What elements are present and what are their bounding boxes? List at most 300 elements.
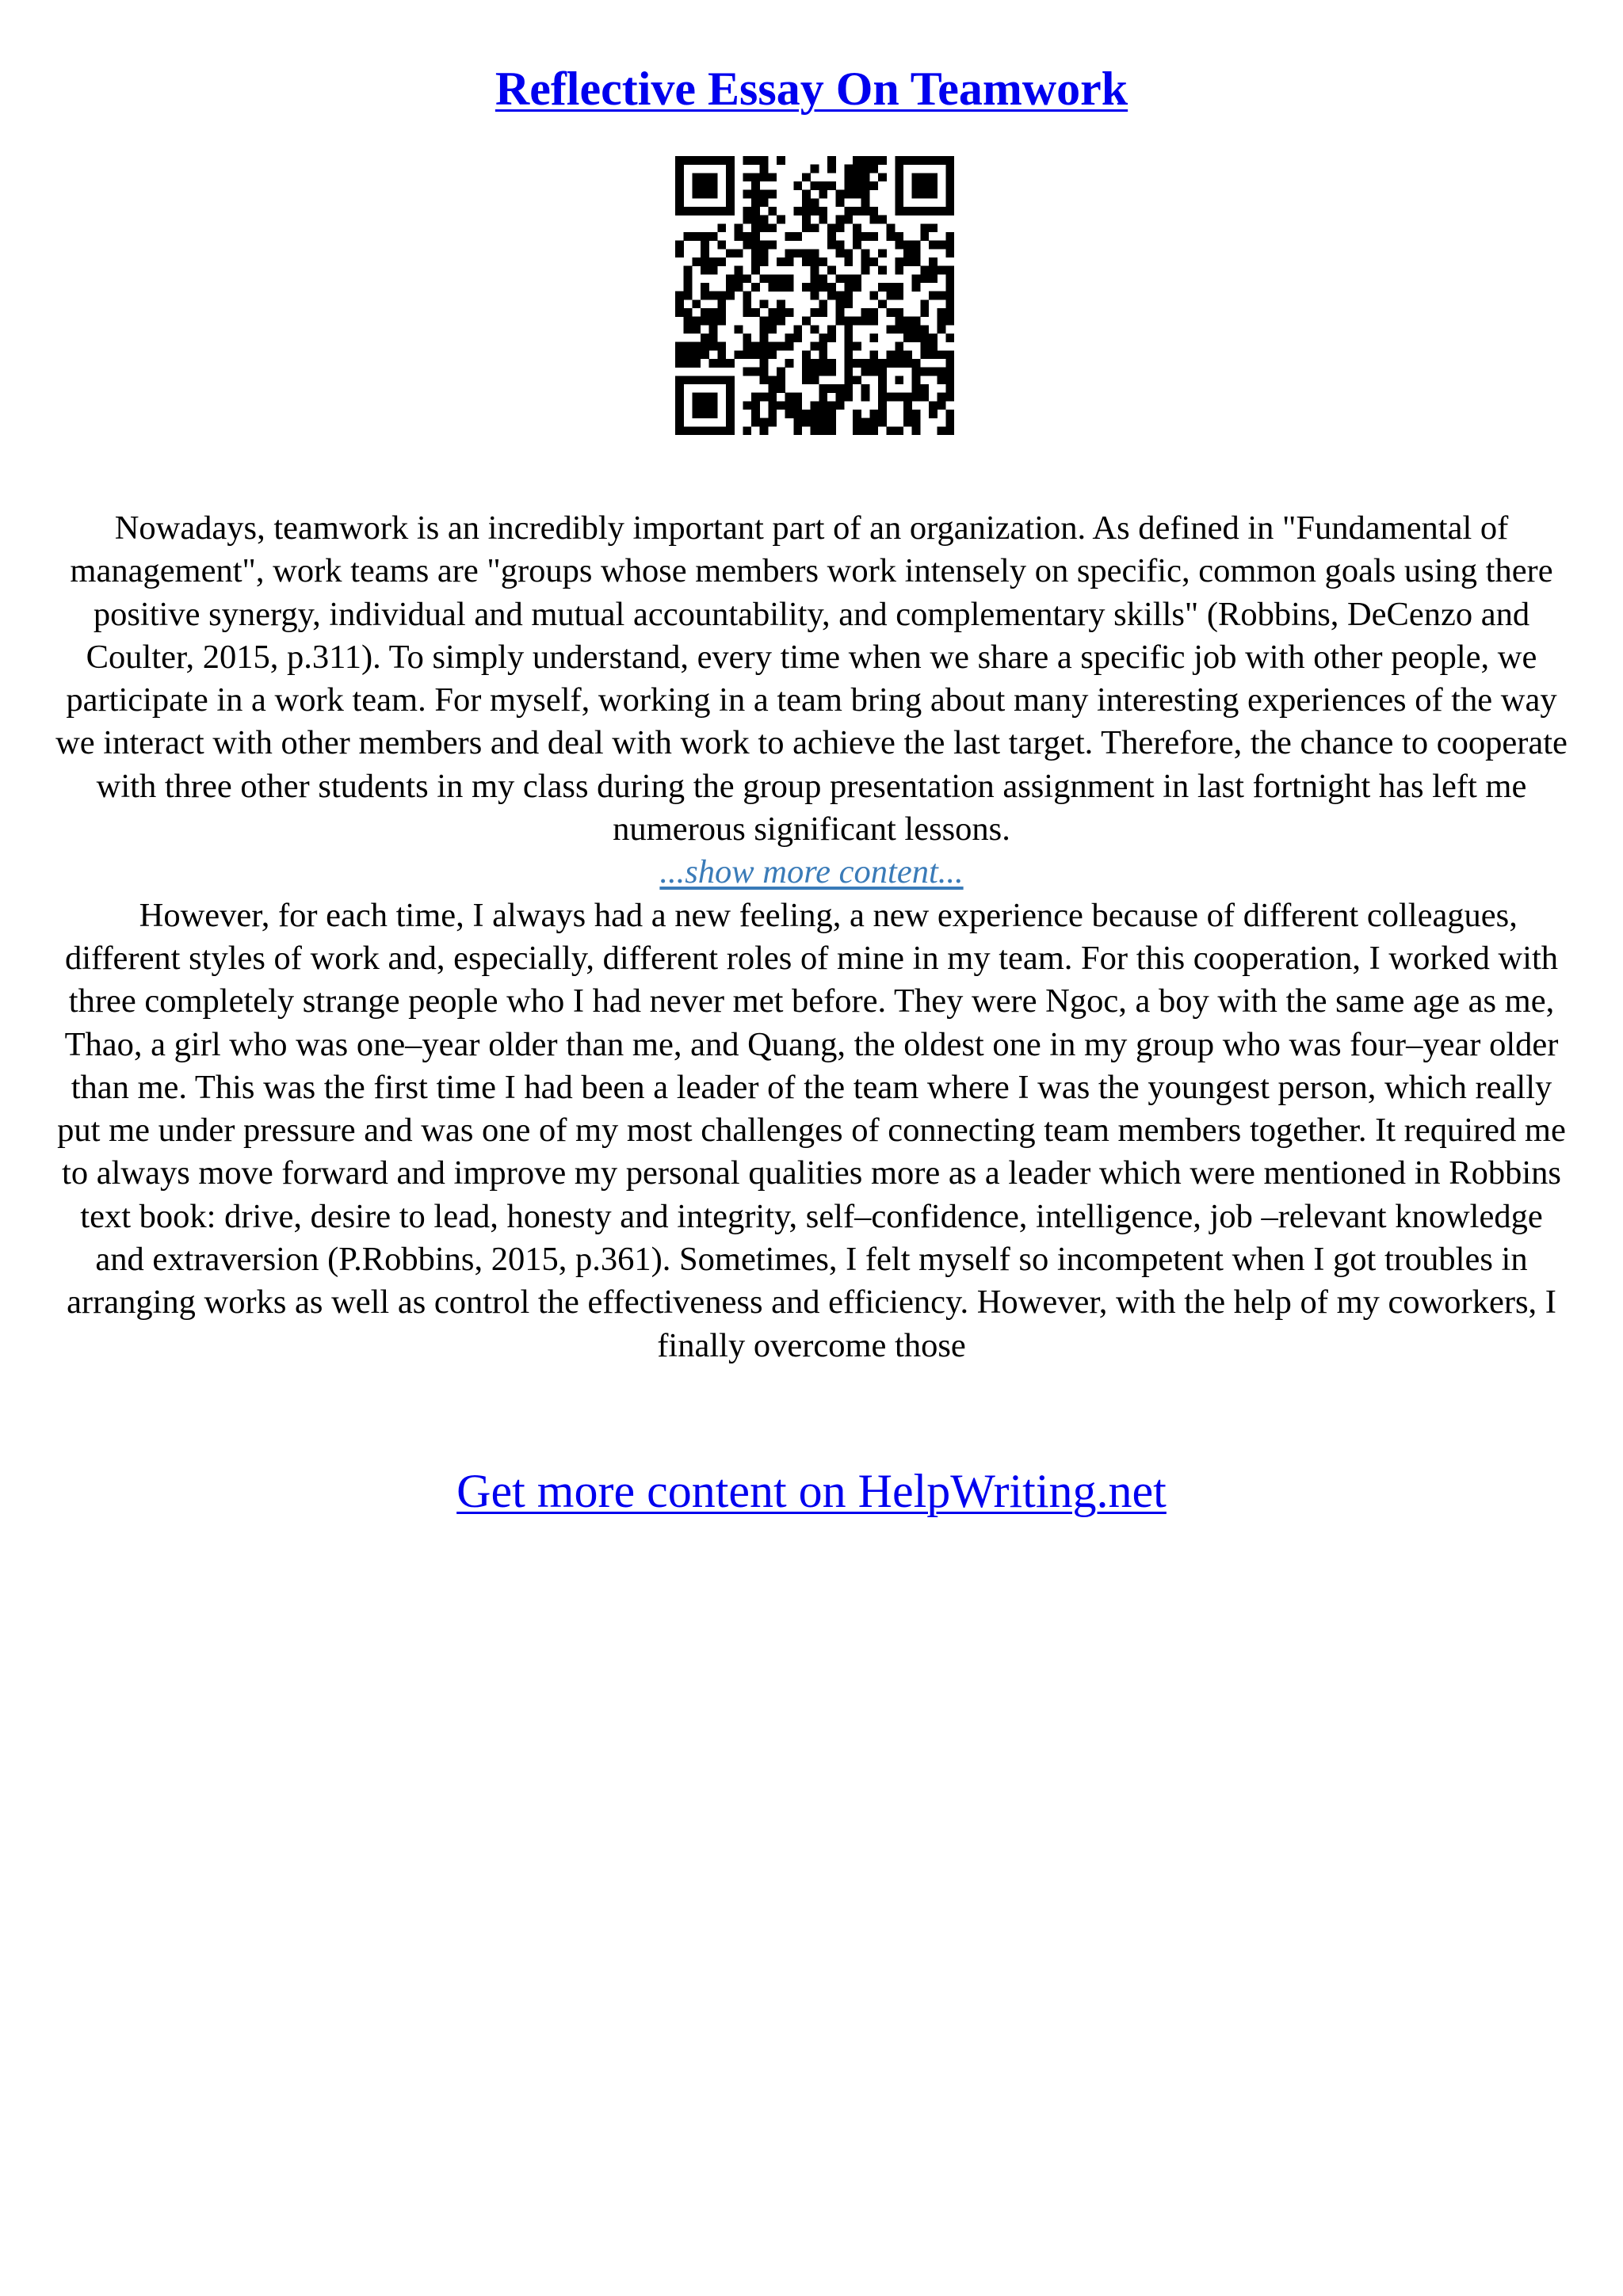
qr-module bbox=[760, 317, 769, 326]
qr-module bbox=[844, 181, 853, 190]
qr-module bbox=[895, 232, 903, 241]
qr-module bbox=[895, 241, 903, 250]
qr-module bbox=[760, 173, 769, 181]
qr-module bbox=[675, 376, 684, 384]
qr-module bbox=[743, 299, 751, 308]
qr-module bbox=[717, 376, 726, 384]
qr-module bbox=[726, 292, 735, 300]
qr-module bbox=[675, 350, 684, 359]
qr-module bbox=[836, 249, 845, 257]
qr-module bbox=[726, 198, 735, 207]
qr-module bbox=[709, 317, 718, 326]
qr-module bbox=[777, 317, 785, 326]
qr-module bbox=[819, 393, 827, 402]
qr-module bbox=[701, 173, 709, 181]
qr-module bbox=[861, 368, 870, 376]
qr-module bbox=[811, 249, 819, 257]
qr-module bbox=[735, 223, 743, 232]
title-link[interactable]: Reflective Essay On Teamwork bbox=[495, 63, 1128, 115]
qr-module bbox=[701, 376, 709, 384]
qr-module bbox=[709, 232, 718, 241]
qr-module bbox=[878, 283, 887, 292]
qr-module bbox=[802, 249, 811, 257]
qr-module bbox=[912, 156, 921, 165]
qr-module bbox=[811, 342, 819, 351]
paragraph-continued bbox=[55, 894, 1568, 1367]
qr-module bbox=[819, 299, 827, 308]
qr-module bbox=[802, 173, 811, 181]
qr-module bbox=[819, 190, 827, 199]
qr-module bbox=[793, 410, 802, 418]
show-more-link[interactable]: ...show more content... bbox=[659, 853, 964, 891]
qr-module bbox=[836, 299, 845, 308]
qr-module bbox=[887, 426, 896, 435]
qr-module bbox=[844, 325, 853, 334]
qr-module bbox=[938, 393, 946, 402]
qr-module bbox=[692, 342, 701, 351]
qr-module bbox=[861, 165, 870, 174]
qr-module bbox=[692, 401, 701, 410]
qr-module bbox=[785, 401, 794, 410]
qr-module bbox=[853, 359, 861, 368]
qr-module bbox=[768, 393, 777, 402]
qr-module bbox=[675, 165, 684, 174]
qr-module bbox=[675, 299, 684, 308]
qr-module bbox=[692, 156, 701, 165]
qr-module bbox=[675, 359, 684, 368]
qr-module bbox=[751, 232, 760, 241]
qr-module bbox=[802, 350, 811, 359]
qr-module bbox=[912, 334, 921, 342]
qr-module bbox=[945, 376, 954, 384]
qr-module bbox=[709, 359, 718, 368]
qr-module bbox=[709, 156, 718, 165]
qr-module bbox=[895, 198, 903, 207]
qr-module bbox=[793, 393, 802, 402]
qr-module bbox=[760, 393, 769, 402]
qr-module bbox=[920, 299, 929, 308]
qr-module bbox=[929, 292, 938, 300]
qr-module bbox=[827, 418, 836, 427]
qr-module bbox=[735, 274, 743, 283]
qr-module bbox=[895, 266, 903, 275]
qr-module bbox=[945, 334, 954, 342]
qr-module bbox=[735, 283, 743, 292]
qr-module bbox=[701, 410, 709, 418]
qr-module bbox=[920, 342, 929, 351]
qr-module bbox=[811, 426, 819, 435]
qr-module bbox=[912, 359, 921, 368]
qr-module bbox=[912, 283, 921, 292]
qr-module bbox=[836, 292, 845, 300]
qr-module bbox=[802, 418, 811, 427]
qr-module bbox=[709, 173, 718, 181]
qr-module bbox=[684, 283, 693, 292]
qr-module bbox=[768, 342, 777, 351]
qr-module bbox=[709, 410, 718, 418]
qr-module bbox=[887, 308, 896, 317]
qr-module bbox=[878, 384, 887, 393]
qr-module bbox=[903, 207, 912, 215]
qr-module bbox=[709, 426, 718, 435]
qr-module bbox=[861, 359, 870, 368]
qr-module bbox=[853, 317, 861, 326]
qr-module bbox=[903, 325, 912, 334]
qr-module bbox=[717, 308, 726, 317]
qr-module bbox=[760, 190, 769, 199]
qr-module bbox=[726, 249, 735, 257]
qr-module bbox=[895, 181, 903, 190]
qr-module bbox=[675, 181, 684, 190]
qr-module bbox=[861, 198, 870, 207]
qr-module bbox=[760, 249, 769, 257]
qr-module bbox=[785, 393, 794, 402]
qr-module bbox=[709, 308, 718, 317]
qr-module bbox=[853, 232, 861, 241]
qr-module bbox=[793, 334, 802, 342]
qr-module bbox=[793, 249, 802, 257]
qr-module bbox=[717, 299, 726, 308]
qr-module bbox=[869, 257, 878, 266]
qr-module bbox=[920, 393, 929, 402]
qr-module bbox=[675, 173, 684, 181]
qr-module bbox=[692, 426, 701, 435]
qr-module bbox=[869, 410, 878, 418]
qr-module bbox=[701, 266, 709, 275]
qr-module bbox=[912, 181, 921, 190]
qr-module bbox=[684, 292, 693, 300]
qr-module bbox=[869, 215, 878, 224]
qr-module bbox=[819, 283, 827, 292]
qr-module bbox=[827, 266, 836, 275]
qr-module bbox=[869, 359, 878, 368]
qr-module bbox=[920, 384, 929, 393]
qr-module bbox=[819, 257, 827, 266]
qr-module bbox=[777, 299, 785, 308]
qr-module bbox=[869, 317, 878, 326]
qr-module bbox=[861, 317, 870, 326]
qr-module bbox=[887, 283, 896, 292]
qr-module bbox=[675, 292, 684, 300]
qr-module bbox=[869, 181, 878, 190]
paragraph-continued-text: However, for each time, I always had a new feeling, a new experience because of different colleagues, different styles of work and, especially, different roles of mine in my team. For this cooperation, I worked with three completely strange people who I had never met before. They were Ngoc, a boy with the same age as me, Thao, a girl who was one–year older than me, and Quang, the oldest one in my group who was four–year older than me. This was the first time I had been a leader of the team where I was the youngest person, which really put me under pressure and was one of my most challenges of connecting team members together. It required me to always move forward and improve my personal qualities more as a leader which were mentioned in Robbins text book: drive, desire to lead, honesty and integrity, self–confidence, intelligence, job –relevant knowledge and extraversion (P.Robbins, 2015, p.361). Sometimes, I felt myself so incompetent when I got troubles in arranging works as well as control the effectiveness and efficiency. However, with the help of my coworkers, I finally overcome those bbox=[57, 896, 1566, 1364]
qr-module bbox=[717, 207, 726, 215]
qr-module bbox=[827, 181, 836, 190]
qr-module bbox=[844, 393, 853, 402]
qr-module bbox=[945, 181, 954, 190]
qr-module bbox=[692, 190, 701, 199]
qr-module bbox=[726, 359, 735, 368]
qr-module bbox=[929, 368, 938, 376]
qr-module bbox=[793, 418, 802, 427]
qr-module bbox=[844, 299, 853, 308]
qr-module bbox=[726, 384, 735, 393]
qr-module bbox=[717, 156, 726, 165]
qr-module bbox=[701, 317, 709, 326]
qr-module bbox=[785, 410, 794, 418]
qr-module bbox=[802, 215, 811, 224]
qr-module bbox=[811, 325, 819, 334]
qr-module bbox=[777, 274, 785, 283]
qr-module bbox=[701, 350, 709, 359]
qr-module bbox=[726, 426, 735, 435]
qr-module bbox=[811, 401, 819, 410]
qr-module bbox=[751, 223, 760, 232]
qr-module bbox=[684, 342, 693, 351]
qr-module bbox=[920, 274, 929, 283]
qr-module bbox=[768, 384, 777, 393]
qr-module bbox=[819, 359, 827, 368]
qr-module bbox=[777, 283, 785, 292]
qr-module bbox=[836, 190, 845, 199]
qr-module bbox=[802, 317, 811, 326]
qr-module bbox=[709, 292, 718, 300]
qr-module bbox=[768, 223, 777, 232]
qr-module bbox=[692, 359, 701, 368]
qr-module bbox=[701, 181, 709, 190]
qr-module bbox=[692, 350, 701, 359]
qr-module bbox=[903, 241, 912, 250]
qr-module bbox=[836, 223, 845, 232]
qr-module bbox=[819, 384, 827, 393]
qr-module bbox=[811, 165, 819, 174]
qr-module bbox=[836, 198, 845, 207]
qr-module bbox=[895, 317, 903, 326]
qr-module bbox=[895, 292, 903, 300]
qr-module bbox=[726, 207, 735, 215]
qr-module bbox=[903, 393, 912, 402]
qr-module bbox=[743, 292, 751, 300]
qr-module bbox=[802, 190, 811, 199]
qr-module bbox=[684, 376, 693, 384]
qr-module bbox=[726, 165, 735, 174]
qr-module bbox=[760, 376, 769, 384]
qr-module bbox=[675, 342, 684, 351]
qr-module bbox=[844, 292, 853, 300]
qr-module bbox=[853, 190, 861, 199]
qr-module bbox=[869, 308, 878, 317]
qr-module bbox=[836, 274, 845, 283]
qr-module bbox=[920, 308, 929, 317]
qr-module bbox=[929, 257, 938, 266]
qr-module bbox=[717, 342, 726, 351]
qr-module bbox=[760, 223, 769, 232]
qr-module bbox=[827, 401, 836, 410]
qr-module bbox=[793, 426, 802, 435]
qr-module bbox=[751, 410, 760, 418]
qr-module bbox=[768, 274, 777, 283]
qr-module bbox=[945, 266, 954, 275]
qr-module bbox=[811, 359, 819, 368]
qr-module bbox=[743, 241, 751, 250]
qr-module bbox=[811, 308, 819, 317]
qr-module bbox=[920, 156, 929, 165]
qr-module bbox=[853, 274, 861, 283]
qr-module bbox=[726, 376, 735, 384]
qr-module bbox=[819, 401, 827, 410]
qr-module bbox=[811, 266, 819, 275]
qr-module bbox=[920, 232, 929, 241]
qr-module bbox=[802, 410, 811, 418]
qr-module bbox=[938, 350, 946, 359]
qr-module bbox=[903, 359, 912, 368]
qr-module bbox=[709, 393, 718, 402]
qr-module bbox=[684, 156, 693, 165]
qr-module bbox=[869, 156, 878, 165]
qr-module bbox=[938, 241, 946, 250]
qr-module bbox=[844, 190, 853, 199]
qr-module bbox=[675, 198, 684, 207]
qr-module bbox=[811, 376, 819, 384]
qr-module bbox=[768, 173, 777, 181]
qr-module bbox=[701, 342, 709, 351]
qr-module bbox=[869, 418, 878, 427]
qr-module bbox=[827, 325, 836, 334]
qr-module bbox=[878, 376, 887, 384]
qr-module bbox=[844, 359, 853, 368]
qr-module bbox=[827, 223, 836, 232]
qr-module bbox=[819, 342, 827, 351]
qr-module bbox=[802, 376, 811, 384]
qr-module bbox=[675, 426, 684, 435]
qr-module bbox=[793, 207, 802, 215]
qr-module bbox=[844, 165, 853, 174]
qr-module bbox=[912, 368, 921, 376]
qr-module bbox=[895, 325, 903, 334]
qr-module bbox=[929, 334, 938, 342]
qr-module bbox=[709, 257, 718, 266]
qr-module bbox=[811, 223, 819, 232]
qr-module bbox=[735, 249, 743, 257]
qr-module bbox=[751, 368, 760, 376]
qr-module bbox=[938, 376, 946, 384]
qr-module bbox=[768, 241, 777, 250]
qr-module bbox=[743, 426, 751, 435]
qr-module bbox=[895, 393, 903, 402]
qr-module bbox=[945, 173, 954, 181]
qr-module bbox=[945, 350, 954, 359]
qr-module bbox=[735, 266, 743, 275]
qr-module bbox=[743, 401, 751, 410]
qr-module bbox=[692, 257, 701, 266]
qr-module bbox=[701, 241, 709, 250]
qr-module bbox=[878, 249, 887, 257]
qr-module bbox=[945, 410, 954, 418]
qr-module bbox=[861, 190, 870, 199]
qr-module bbox=[861, 384, 870, 393]
qr-module bbox=[869, 207, 878, 215]
qr-module bbox=[768, 410, 777, 418]
qr-module bbox=[878, 156, 887, 165]
qr-module bbox=[878, 368, 887, 376]
qr-module bbox=[684, 266, 693, 275]
qr-module bbox=[853, 410, 861, 418]
qr-module bbox=[726, 274, 735, 283]
qr-module bbox=[811, 410, 819, 418]
qr-module bbox=[827, 241, 836, 250]
qr-module bbox=[903, 418, 912, 427]
qr-module bbox=[760, 165, 769, 174]
qr-module bbox=[853, 426, 861, 435]
qr-module bbox=[861, 308, 870, 317]
qr-module bbox=[836, 393, 845, 402]
qr-module bbox=[684, 426, 693, 435]
qr-module bbox=[760, 426, 769, 435]
qr-module bbox=[811, 198, 819, 207]
qr-module bbox=[777, 384, 785, 393]
qr-module bbox=[853, 223, 861, 232]
qr-module bbox=[938, 308, 946, 317]
qr-module bbox=[811, 257, 819, 266]
qr-module bbox=[692, 317, 701, 326]
qr-module bbox=[853, 173, 861, 181]
qr-module bbox=[929, 156, 938, 165]
qr-module bbox=[777, 308, 785, 317]
qr-module bbox=[735, 350, 743, 359]
qr-module bbox=[895, 165, 903, 174]
qr-module bbox=[768, 317, 777, 326]
qr-module bbox=[802, 283, 811, 292]
qr-module bbox=[751, 342, 760, 351]
qr-module bbox=[853, 156, 861, 165]
qr-module bbox=[717, 241, 726, 250]
qr-module bbox=[853, 418, 861, 427]
qr-module bbox=[853, 376, 861, 384]
qr-module bbox=[895, 257, 903, 266]
qr-module bbox=[920, 181, 929, 190]
qr-module bbox=[684, 350, 693, 359]
qr-module bbox=[878, 173, 887, 181]
qr-module bbox=[760, 274, 769, 283]
qr-module bbox=[912, 249, 921, 257]
qr-module bbox=[827, 283, 836, 292]
qr-module bbox=[836, 384, 845, 393]
footer-link[interactable]: Get more content on HelpWriting.net bbox=[456, 1465, 1167, 1517]
qr-module bbox=[701, 249, 709, 257]
qr-module bbox=[701, 426, 709, 435]
qr-module bbox=[895, 426, 903, 435]
qr-module bbox=[692, 410, 701, 418]
qr-module bbox=[735, 232, 743, 241]
page-title bbox=[0, 57, 1623, 120]
qr-module bbox=[751, 190, 760, 199]
qr-module bbox=[819, 368, 827, 376]
qr-module bbox=[793, 401, 802, 410]
qr-module bbox=[692, 181, 701, 190]
qr-module bbox=[760, 198, 769, 207]
qr-module bbox=[903, 317, 912, 326]
show-more-line bbox=[55, 851, 1568, 894]
qr-module bbox=[692, 232, 701, 241]
qr-module bbox=[895, 308, 903, 317]
qr-module bbox=[743, 215, 751, 224]
qr-module bbox=[920, 350, 929, 359]
qr-module bbox=[675, 401, 684, 410]
qr-module bbox=[945, 368, 954, 376]
qr-module bbox=[785, 283, 794, 292]
qr-module bbox=[895, 350, 903, 359]
qr-module bbox=[861, 266, 870, 275]
qr-module bbox=[827, 410, 836, 418]
paragraph-intro: Nowadays, teamwork is an incredibly important part of an organization. As defined in "Fundamental of management", work teams are "groups whose members work intensely on specific, common goals using there positive synergy, individual and mutual accountability, and complementary skills" (Robbins, DeCenzo and Coulter, 2015, p.311). To simply understand, every time when we share a specific job with other people, we participate in a work team. For myself, working in a team bring about many interesting experiences of the way we interact with other members and deal with work to achieve the last target. Therefore, the chance to cooperate with three other students in my class during the group presentation assignment in last fortnight has left me numerous significant lessons. bbox=[55, 509, 1568, 849]
qr-module bbox=[844, 249, 853, 257]
qr-module bbox=[912, 274, 921, 283]
qr-module bbox=[878, 410, 887, 418]
qr-module bbox=[887, 223, 896, 232]
qr-module bbox=[751, 156, 760, 165]
qr-module bbox=[912, 376, 921, 384]
qr-module bbox=[878, 299, 887, 308]
